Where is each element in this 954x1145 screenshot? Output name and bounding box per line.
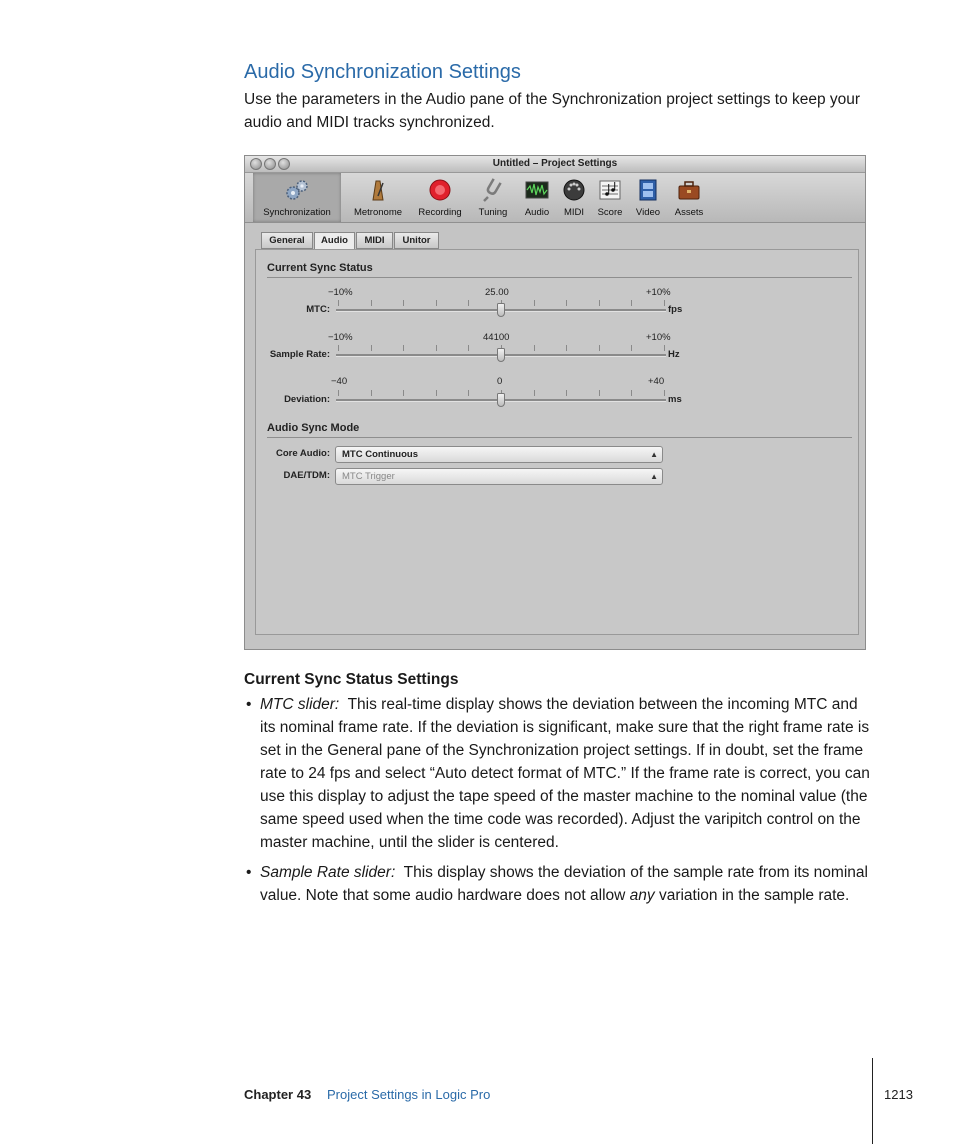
tab-unitor[interactable]: Unitor	[394, 232, 439, 249]
core-audio-value: MTC Continuous	[342, 449, 418, 460]
project-settings-window	[244, 155, 866, 650]
mtc-label: MTC:	[306, 304, 330, 315]
bullet-icon: •	[246, 864, 252, 881]
audio-pane	[255, 249, 859, 635]
bullet-mtc-slider	[246, 693, 876, 854]
bullet-term: MTC slider:	[260, 696, 340, 713]
core-audio-label: Core Audio:	[275, 448, 330, 459]
dae-tdm-label: DAE/TDM:	[283, 470, 330, 481]
tab-audio[interactable]: Audio	[314, 232, 355, 250]
toolbar-metronome[interactable]	[345, 173, 411, 222]
deviation-label: Deviation:	[284, 394, 330, 405]
sample-rate-min-label: −10%	[328, 332, 353, 343]
toolbar-score[interactable]	[591, 173, 629, 222]
slider-tick	[631, 390, 632, 396]
record-icon	[427, 178, 453, 202]
toolbar-label: Assets	[674, 207, 704, 218]
toolbar-assets[interactable]	[667, 173, 711, 222]
current-sync-status-title: Current Sync Status	[267, 262, 373, 274]
toolbar-label: Metronome	[353, 207, 403, 218]
section-heading: Audio Synchronization Settings	[244, 61, 521, 83]
toolbar-label: Score	[597, 207, 623, 218]
toolbar-label: Synchronization	[263, 207, 331, 218]
toolbar-label: Tuning	[478, 207, 508, 218]
toolbar-tuning[interactable]	[469, 173, 517, 222]
sample-rate-center-label: 44100	[483, 332, 510, 343]
toolbar-audio[interactable]	[517, 173, 557, 222]
slider-tick	[566, 390, 567, 396]
window-titlebar	[245, 156, 865, 173]
settings-toolbar	[245, 173, 865, 223]
slider-tick	[371, 390, 372, 396]
toolbar-midi[interactable]	[557, 173, 591, 222]
toolbar-label: Audio	[524, 207, 550, 218]
toolbar-synchronization[interactable]	[253, 173, 341, 222]
slider-tick	[468, 390, 469, 396]
dae-tdm-popup[interactable]	[335, 468, 663, 485]
tab-midi[interactable]: MIDI	[356, 232, 393, 249]
waveform-icon	[524, 178, 550, 202]
bullet-sample-rate-slider	[246, 861, 876, 907]
footer-divider	[872, 1058, 873, 1144]
deviation-unit: ms	[668, 394, 682, 405]
slider-thumb[interactable]	[497, 393, 505, 407]
bullet-term: Sample Rate slider:	[260, 864, 396, 881]
subsection-heading: Current Sync Status Settings	[244, 671, 459, 688]
tuning-fork-icon	[480, 178, 506, 202]
slider-tick	[664, 390, 665, 396]
slider-tick	[599, 390, 600, 396]
deviation-center-label: 0	[497, 376, 503, 387]
score-icon	[597, 178, 623, 202]
film-icon	[635, 178, 661, 202]
midi-port-icon	[561, 178, 587, 202]
briefcase-icon	[676, 178, 702, 202]
toolbar-label: Video	[635, 207, 661, 218]
sample-rate-label: Sample Rate:	[269, 349, 330, 360]
intro-paragraph: Use the parameters in the Audio pane of the Synchronization project settings to keep your audio and MIDI tracks synchronized.	[244, 91, 861, 131]
up-down-arrows-icon: ▲	[650, 472, 658, 481]
footer-chapter: Chapter 43	[244, 1087, 312, 1102]
bullet-text: variation in the sample rate.	[654, 887, 850, 904]
bullet-emphasis: any	[629, 887, 655, 904]
deviation-min-label: −40	[331, 376, 348, 387]
window-title: Untitled – Project Settings	[492, 158, 618, 169]
deviation-max-label: +40	[648, 376, 665, 387]
mtc-center-label: 25.00	[485, 287, 509, 298]
gears-icon	[284, 178, 310, 202]
toolbar-label: MIDI	[563, 207, 585, 218]
dae-tdm-value: MTC Trigger	[342, 471, 395, 482]
core-audio-popup[interactable]	[335, 446, 663, 463]
toolbar-video[interactable]	[629, 173, 667, 222]
page-number: 1213	[884, 1087, 913, 1102]
metronome-icon	[365, 178, 391, 202]
up-down-arrows-icon: ▲	[650, 450, 658, 459]
sample-rate-max-label: +10%	[646, 332, 671, 343]
slider-tick	[534, 390, 535, 396]
toolbar-label: Recording	[418, 207, 462, 218]
mtc-min-label: −10%	[328, 287, 353, 298]
sample-rate-unit: Hz	[668, 349, 680, 360]
toolbar-recording[interactable]	[411, 173, 469, 222]
bullet-text: This display shows the deviation of the sample rate from its nominal value. Note that some audio hardware does not allow	[260, 864, 868, 904]
slider-tick	[436, 390, 437, 396]
mtc-max-label: +10%	[646, 287, 671, 298]
slider-tick	[403, 390, 404, 396]
tab-general[interactable]: General	[261, 232, 313, 249]
slider-tick	[338, 390, 339, 396]
deviation-slider	[256, 250, 858, 634]
bullet-icon: •	[246, 696, 252, 713]
mtc-unit: fps	[668, 304, 683, 315]
audio-sync-mode-title: Audio Sync Mode	[267, 422, 360, 434]
bullet-text: This real-time display shows the deviation between the incoming MTC and its nominal frame rate. If the deviation is significant, make sure that the right frame rate is set in the General pane of the Synchronization project settings. If in doubt, set the frame rate to 24 fps and select “Auto detect format of MTC.” If the frame rate is correct, you can use this display to adjust the tape speed of the master machine to the nominal value (the same speed used when the time code was recorded). Adjust the varipitch control on the master machine, until the slider is centered.	[260, 696, 870, 851]
footer-chapter-title: Project Settings in Logic Pro	[327, 1087, 491, 1102]
section-divider	[267, 437, 852, 438]
